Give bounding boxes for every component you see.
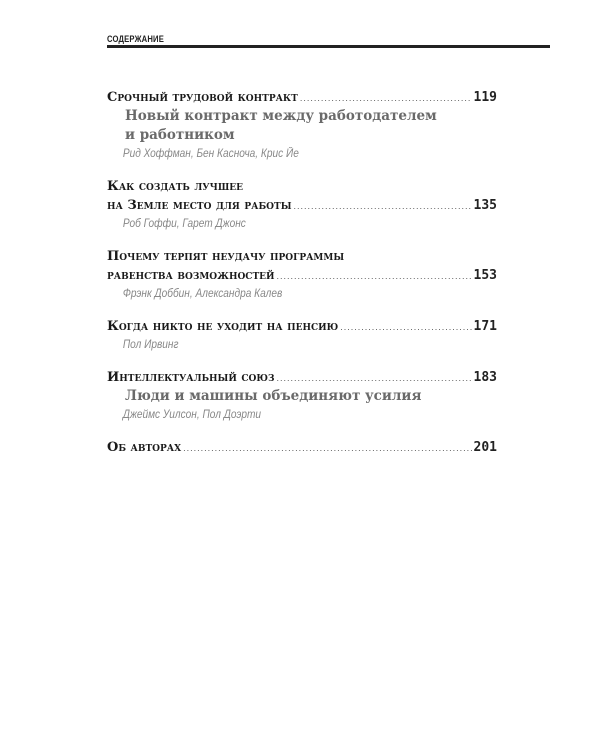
entry-subtitle: Люди и машины объединяют усилия [125, 388, 422, 404]
entry-authors: Роб Гоффи, Гарет Джонс [122, 218, 246, 230]
entry-title-line [107, 368, 497, 387]
page-number: 153 [473, 268, 497, 283]
entry-title: равенства возможностей [107, 268, 275, 283]
entry-authors: Рид Хоффман, Бен Касноча, Крис Йе [122, 148, 299, 160]
entry-title: Об авторах [107, 440, 182, 455]
dot-leader [277, 267, 472, 286]
page-number: 119 [473, 90, 497, 105]
entry-title-line [107, 196, 497, 215]
running-header: СОДЕРЖАНИЕ [107, 34, 165, 44]
entry-title: Как создать лучшее [107, 179, 243, 194]
dot-leader [276, 369, 471, 388]
entry-title: Срочный трудовой контракт [107, 90, 298, 105]
toc-entry[interactable] [107, 368, 497, 424]
entry-authors: Пол Ирвинг [122, 339, 179, 351]
entry-title-line [107, 266, 497, 285]
table-of-contents [107, 88, 497, 471]
dot-leader [183, 439, 471, 458]
entry-title-line [107, 177, 497, 196]
toc-entry[interactable] [107, 438, 497, 457]
page-number: 183 [473, 370, 497, 385]
entry-subtitle: и работником [125, 127, 235, 143]
entry-title: Почему терпят неудачу программы [107, 249, 345, 264]
entry-title: Когда никто не уходит на пенсию [107, 319, 339, 334]
entry-title-line [107, 88, 497, 107]
header-rule [107, 45, 550, 48]
toc-entry[interactable] [107, 247, 497, 303]
dot-leader [340, 318, 471, 337]
page-number: 171 [473, 319, 497, 334]
entry-subtitle: Новый контракт между работодателем [125, 108, 437, 124]
toc-entry[interactable] [107, 177, 497, 233]
entry-title-line [107, 247, 497, 266]
entry-authors: Джеймс Уилсон, Пол Доэрти [122, 409, 262, 421]
page-number: 135 [473, 198, 497, 213]
entry-title-line [107, 317, 497, 336]
dot-leader [294, 197, 472, 216]
dot-leader [300, 89, 472, 108]
entry-title: на Земле место для работы [107, 198, 292, 213]
page-number: 201 [473, 440, 497, 455]
toc-entry[interactable] [107, 88, 497, 163]
entry-title-line [107, 438, 497, 457]
toc-entry[interactable] [107, 317, 497, 354]
entry-title: Интеллектуальный союз [107, 370, 275, 385]
entry-authors: Фрэнк Доббин, Александра Калев [122, 288, 283, 300]
